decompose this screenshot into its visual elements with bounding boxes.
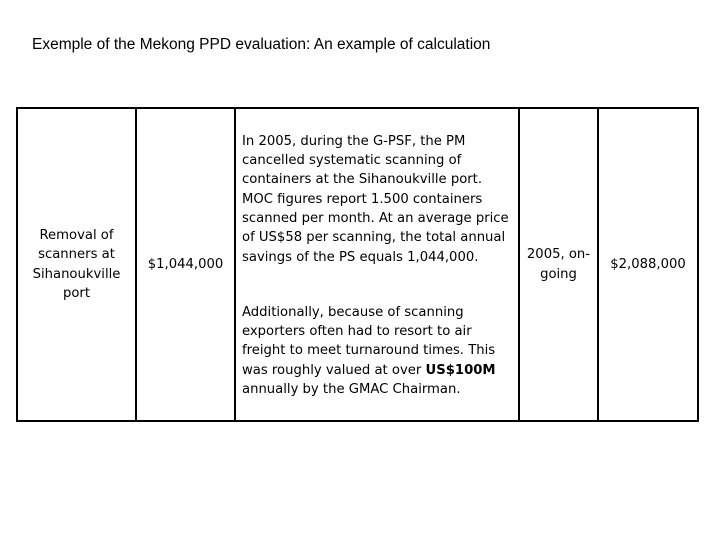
paragraph-gap bbox=[242, 267, 514, 303]
description-paragraph-1: In 2005, during the G-PSF, the PM cancelled systematic scanning of containers at the Sihanoukville port. MOC figures report 1.500 containers scanned per month. At an average price of US$58 per scanning, the total annual savings of the PS equals 1,044,000. bbox=[242, 133, 509, 265]
period-text: 2005, on-going bbox=[526, 247, 591, 282]
description-cell bbox=[235, 108, 519, 421]
reform-cell bbox=[17, 108, 136, 421]
reform-text: Removal of scanners at Sihanoukville port bbox=[32, 227, 121, 301]
total-cell bbox=[598, 108, 698, 421]
description-p2-tail: annually by the GMAC Chairman. bbox=[242, 381, 461, 397]
total-value: $2,088,000 bbox=[610, 256, 686, 272]
description-p2-text: Additionally, because of scanning exporters often had to resort to air freight to meet turnaround times. This was roughly valued at over bbox=[242, 304, 496, 378]
calculation-table bbox=[16, 107, 699, 422]
period-cell bbox=[519, 108, 598, 421]
direct-savings-value: $1,044,000 bbox=[147, 256, 224, 272]
description-paragraph-2 bbox=[242, 303, 514, 399]
description-p2-bold-amount: US$100M bbox=[425, 362, 496, 378]
direct-savings-cell bbox=[136, 108, 235, 421]
table-row bbox=[17, 108, 698, 421]
slide-title: Exemple of the Mekong PPD evaluation: An example of calculation bbox=[32, 36, 491, 53]
